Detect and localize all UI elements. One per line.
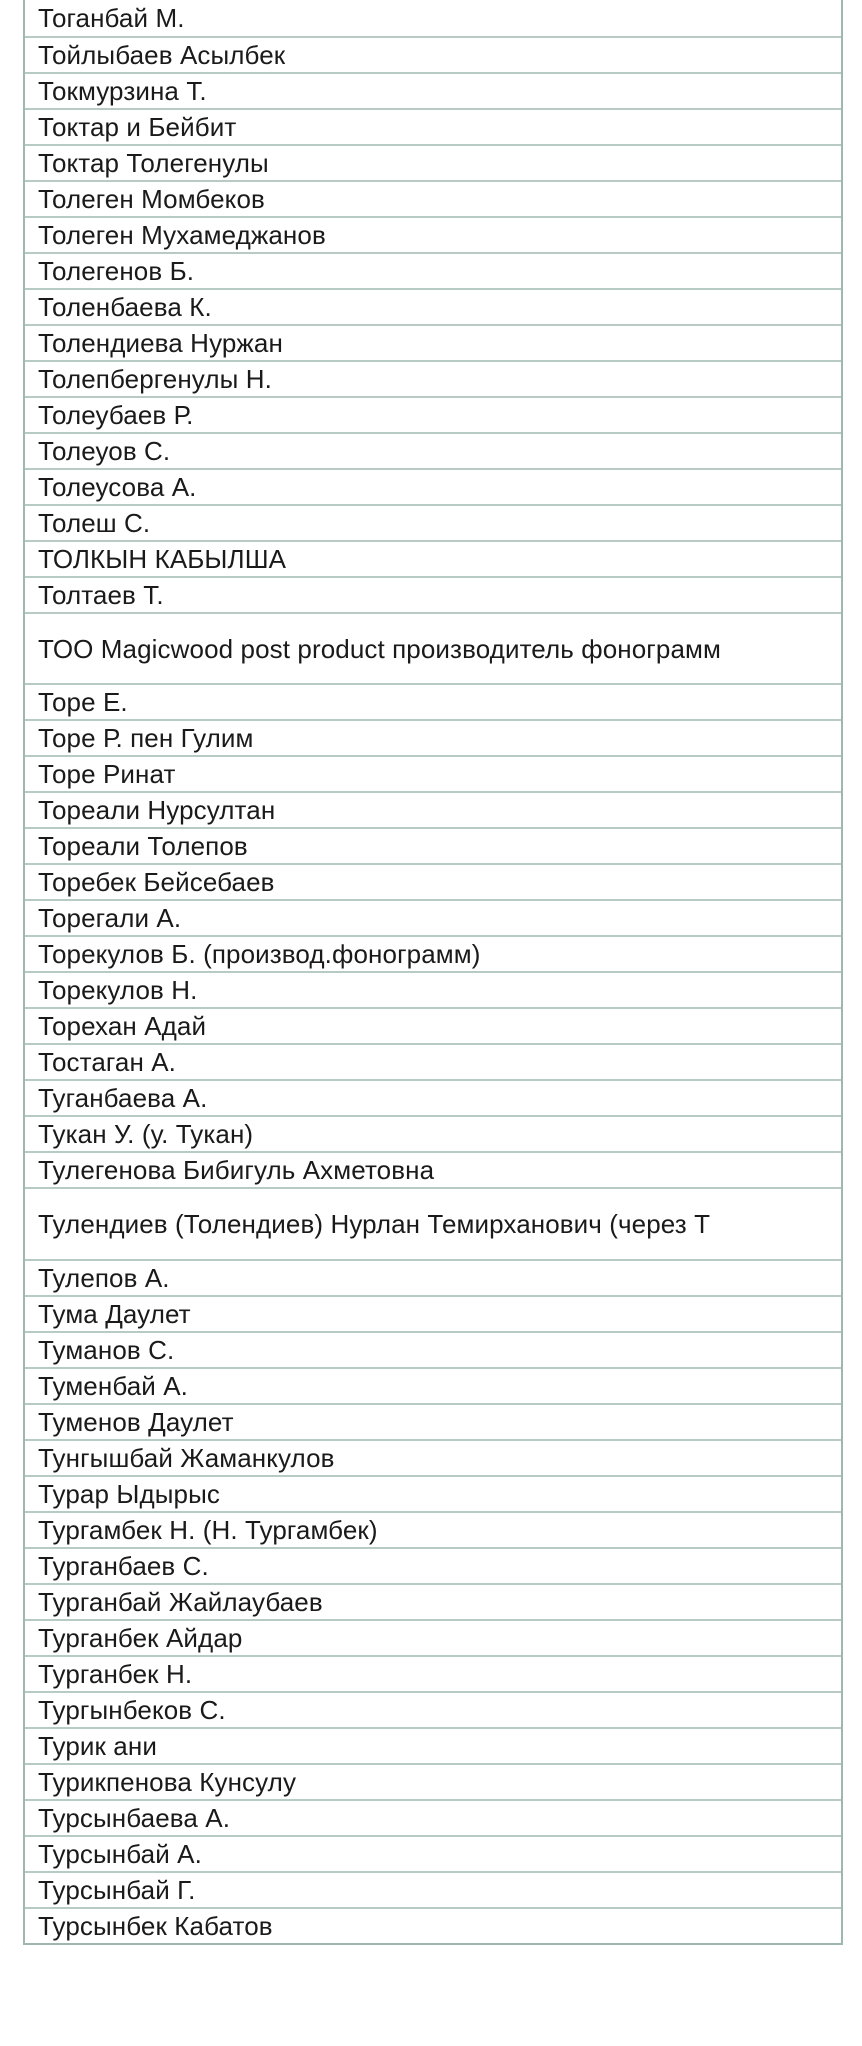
table-row: Токтар и Бейбит	[25, 108, 841, 144]
table-row: Турганбаев С.	[25, 1547, 841, 1583]
table-row: Турсынбай А.	[25, 1835, 841, 1871]
table-row: Торе Е.	[25, 683, 841, 719]
table-row: Туганбаева А.	[25, 1079, 841, 1115]
table-row: Тургынбеков С.	[25, 1691, 841, 1727]
table-row: Толеш С.	[25, 504, 841, 540]
table-row: Турар Ыдырыс	[25, 1475, 841, 1511]
table-row: Торехан Адай	[25, 1007, 841, 1043]
table-row: Тореали Толепов	[25, 827, 841, 863]
table-row: Толеген Мухамеджанов	[25, 216, 841, 252]
table-row: Толендиева Нуржан	[25, 324, 841, 360]
table-row: Тоганбай М.	[38, 2, 185, 33]
table-row: Тулендиев (Толендиев) Нурлан Темирханович (через Т	[25, 1187, 841, 1259]
table-row: Турсынбек Кабатов	[25, 1907, 841, 1943]
table-row: Тулегенова Бибигуль Ахметовна	[25, 1151, 841, 1187]
table-row: Токмурзина Т.	[25, 72, 841, 108]
table-row: Токтар Толегенулы	[25, 144, 841, 180]
table-row: Толегенов Б.	[25, 252, 841, 288]
table-row: Турсынбаева А.	[25, 1799, 841, 1835]
table-row: Тургамбек Н. (Н. Тургамбек)	[25, 1511, 841, 1547]
table-row: Туменов Даулет	[25, 1403, 841, 1439]
table-row: Туманов С.	[25, 1331, 841, 1367]
table-row: Тойлыбаев Асылбек	[25, 36, 841, 72]
table-row: Толенбаева К.	[25, 288, 841, 324]
table-row: Толтаев Т.	[25, 576, 841, 612]
table-row: Торебек Бейсебаев	[25, 863, 841, 899]
table-row: ТОЛКЫН КАБЫЛША	[25, 540, 841, 576]
table-row: Тунгышбай Жаманкулов	[25, 1439, 841, 1475]
table-row: Тостаган А.	[25, 1043, 841, 1079]
table-row: Толеубаев Р.	[25, 396, 841, 432]
table-row: Тулепов А.	[25, 1259, 841, 1295]
table-row: ТОО Magicwood post product производитель фонограмм	[25, 612, 841, 684]
table-row: Толепбергенулы Н.	[25, 360, 841, 396]
table-row: Тукан У. (у. Тукан)	[25, 1115, 841, 1151]
table-row: Торегали А.	[25, 899, 841, 935]
table-row: Турик ани	[25, 1727, 841, 1763]
table-row: Турганбек Н.	[25, 1655, 841, 1691]
table-row: Торекулов Н.	[25, 971, 841, 1007]
table-row: Тореали Нурсултан	[25, 791, 841, 827]
table-row: Торекулов Б. (производ.фонограмм)	[25, 935, 841, 971]
table-row: Толеуов С.	[25, 432, 841, 468]
table-row: Туменбай А.	[25, 1367, 841, 1403]
table-row: Толеусова А.	[25, 468, 841, 504]
table-row: Толеген Момбеков	[25, 180, 841, 216]
table-row: Торе Ринат	[25, 755, 841, 791]
table-row: Турсынбай Г.	[25, 1871, 841, 1907]
table-row: Торе Р. пен Гулим	[25, 719, 841, 755]
name-list-table	[23, 0, 843, 1945]
table-row: Турганбай Жайлаубаев	[25, 1583, 841, 1619]
table-row: Турганбек Айдар	[25, 1619, 841, 1655]
table-row: Тума Даулет	[25, 1295, 841, 1331]
table-row: Турикпенова Кунсулу	[25, 1763, 841, 1799]
